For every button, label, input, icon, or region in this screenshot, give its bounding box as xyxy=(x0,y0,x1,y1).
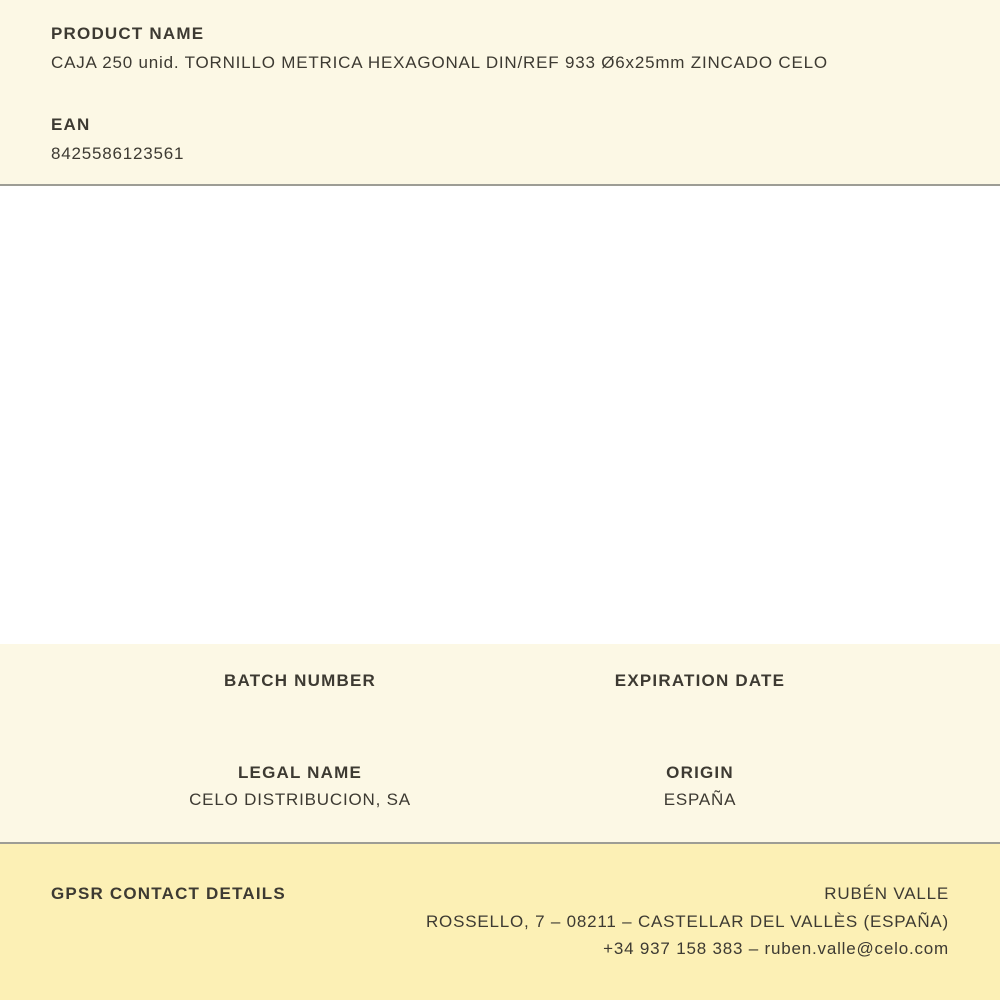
origin-label: ORIGIN xyxy=(666,763,734,782)
contact-address: ROSSELLO, 7 – 08211 – CASTELLAR DEL VALLÈS (ESPAÑA) xyxy=(425,911,949,931)
details-section xyxy=(0,644,1000,844)
details-grid xyxy=(0,644,1000,814)
ean-label: EAN xyxy=(51,115,91,134)
origin-field xyxy=(500,762,900,814)
origin-value: ESPAÑA xyxy=(663,790,737,809)
ean-value: 8425586123561 xyxy=(51,144,185,163)
product-name-label: PRODUCT NAME xyxy=(51,24,205,43)
expiration-date-field xyxy=(500,670,900,722)
contact-details xyxy=(426,880,949,963)
expiration-date-label: EXPIRATION DATE xyxy=(614,671,786,690)
legal-name-value: CELO DISTRIBUCION, SA xyxy=(189,790,411,809)
product-name-value: CAJA 250 unid. TORNILLO METRICA HEXAGONAL DIN/REF 933 Ø6x25mm ZINCADO CELO xyxy=(51,53,828,72)
gpsr-contact-section xyxy=(0,844,1000,1000)
contact-name: RUBÉN VALLE xyxy=(824,884,949,903)
contact-phone-email: +34 937 158 383 – ruben.valle@celo.com xyxy=(603,939,949,958)
batch-number-value xyxy=(100,694,500,722)
batch-number-label: BATCH NUMBER xyxy=(224,671,376,690)
blank-section xyxy=(0,186,1000,644)
product-section xyxy=(0,0,1000,186)
batch-number-field xyxy=(100,670,500,722)
expiration-date-value xyxy=(500,694,900,722)
gpsr-contact-label: GPSR CONTACT DETAILS xyxy=(51,884,286,903)
legal-name-field xyxy=(100,762,500,814)
legal-name-label: LEGAL NAME xyxy=(237,763,363,782)
